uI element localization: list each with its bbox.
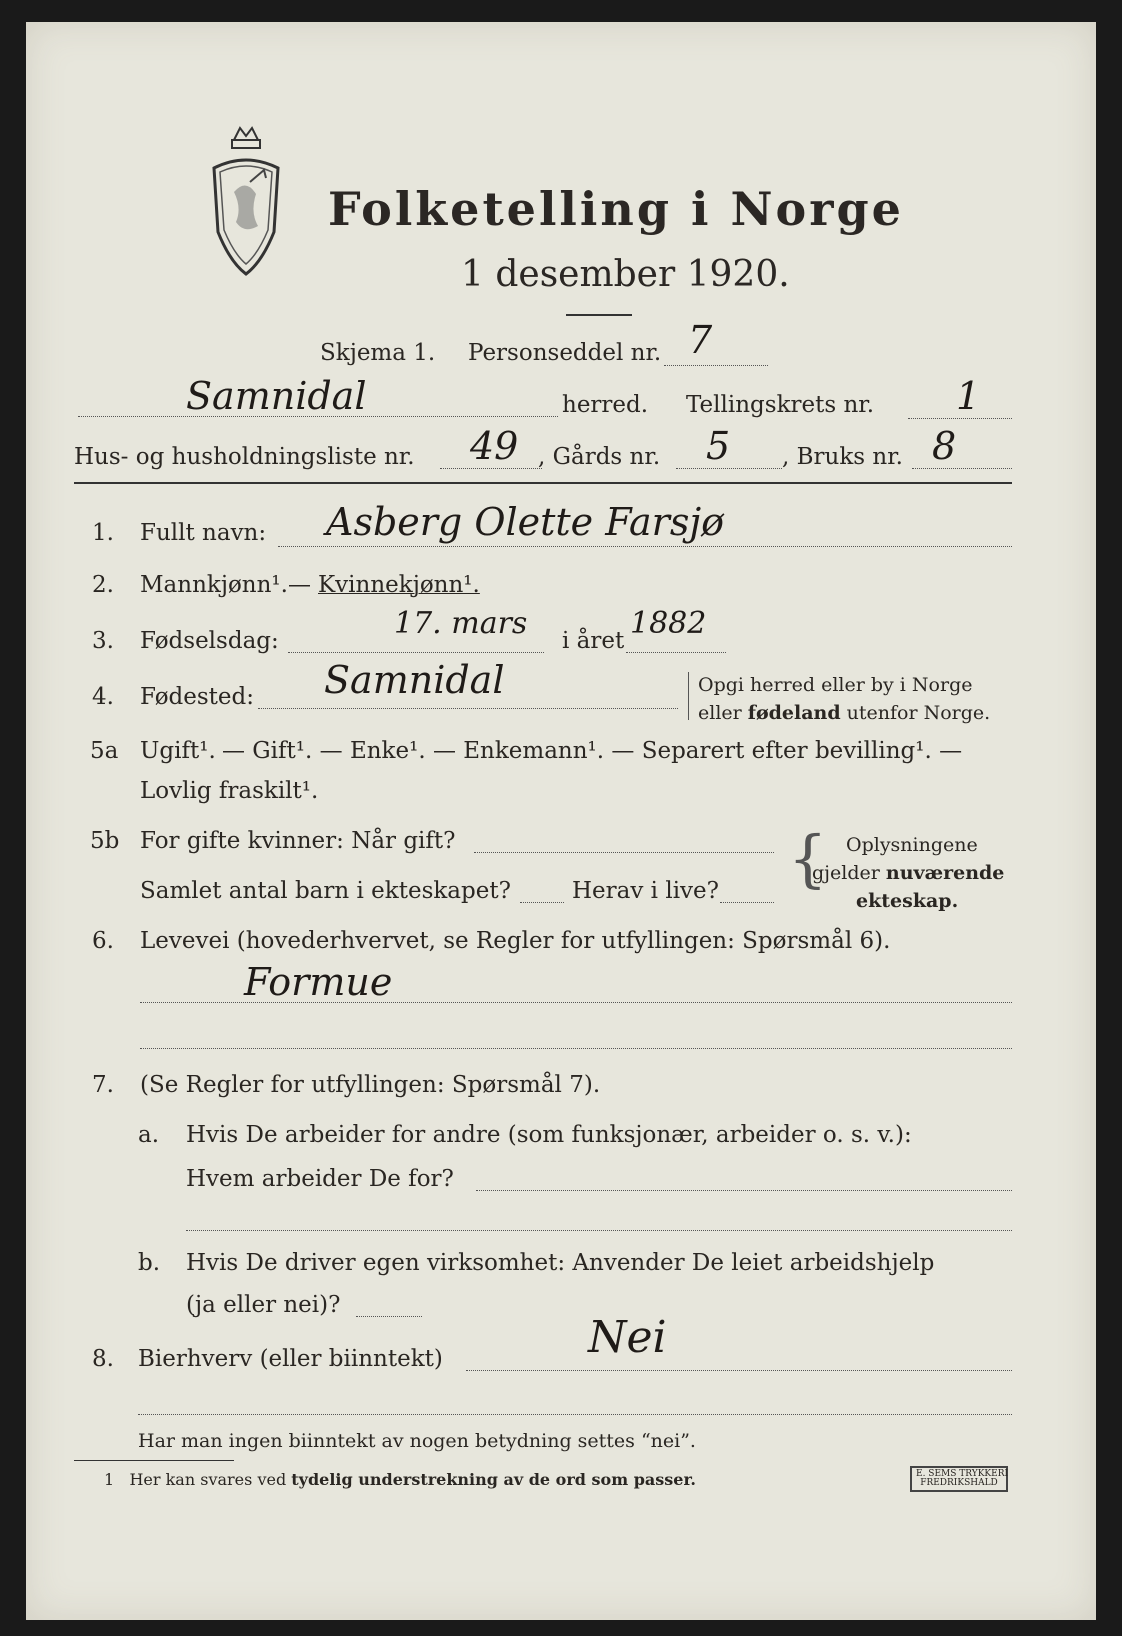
q3-aaret: i året [562,628,625,654]
q5b-label: For gifte kvinner: Når gift? [140,828,456,854]
q5b-herav: Herav i live? [572,878,719,904]
q2-number: 2. [92,572,114,598]
q2-mann[interactable]: Mannkjønn¹. [140,572,288,598]
q7b-text: Hvis De driver egen virksomhet: Anvender De leiet arbeidshjelp [186,1250,935,1276]
q7b-question: (ja eller nei)? [186,1292,341,1318]
q5a-lovlig[interactable]: Lovlig fraskilt¹. [140,778,319,804]
q5b-number: 5b [90,828,120,854]
q1-number: 1. [92,520,114,546]
skjema-label: Skjema 1. [320,340,436,366]
census-date: 1 desember 1920. [461,254,790,295]
q4-note-1: Opgi herred eller by i Norge [698,674,973,696]
q7a-letter: a. [138,1122,160,1148]
q2-sep: — [288,572,311,598]
bruks-label: , Bruks nr. [782,444,903,470]
q7b-letter: b. [138,1250,161,1276]
tellingskrets-value[interactable]: 1 [956,374,981,418]
q3-number: 3. [92,628,114,654]
birthplace-value[interactable]: Samnidal [324,658,505,702]
printer-stamp: E. SEMS TRYKKERI FREDRIKSHALD [910,1466,1008,1492]
hus-value[interactable]: 49 [470,424,519,468]
census-form [26,22,1096,1620]
coat-of-arms-icon [204,122,288,282]
q7a-text: Hvis De arbeider for andre (som funksjonær, arbeider o. s. v.): [186,1122,912,1148]
hus-label: Hus- og husholdningsliste nr. [74,444,415,470]
q6-label: Levevei (hovederhvervet, se Regler for utfyllingen: Spørsmål 6). [140,928,891,954]
bruks-value[interactable]: 8 [932,424,957,468]
q4-label: Fødested: [140,684,255,710]
q5b-note-3: ekteskap. [856,890,959,912]
q5b-note-1: Oplysningene [846,834,978,856]
note-nei: Har man ingen biinntekt av nogen betydning settes “nei”. [138,1430,696,1452]
q3-label: Fødselsdag: [140,628,279,654]
personseddel-value[interactable]: 7 [688,318,713,362]
q8-label: Bierhverv (eller biinntekt) [138,1346,443,1372]
q5a-options[interactable]: — Gift¹. — Enke¹. — Enkemann¹. — Separert efter bevilling¹. — [222,738,963,764]
q8-number: 8. [92,1346,114,1372]
q7-number: 7. [92,1072,114,1098]
birthdate-value[interactable]: 17. mars [394,606,528,641]
brace: { [788,822,828,895]
footnote: 1 Her kan svares ved tydelig understrekning av de ord som passer. [104,1470,696,1489]
occupation-value[interactable]: Formue [244,960,393,1004]
q7-label: (Se Regler for utfyllingen: Spørsmål 7). [140,1072,601,1098]
gards-value[interactable]: 5 [706,424,731,468]
q5a-ugift[interactable]: Ugift¹. [140,738,216,764]
full-name-value[interactable]: Asberg Olette Farsjø [326,500,724,544]
birthyear-value[interactable]: 1882 [630,606,707,641]
personseddel-label: Personseddel nr. [468,340,662,366]
tellingskrets-label: Tellingskrets nr. [686,392,875,418]
form-title: Folketelling i Norge [328,182,904,236]
q5a-number: 5a [90,738,119,764]
q6-number: 6. [92,928,114,954]
q4-note-2: eller fødeland utenfor Norge. [698,702,991,724]
gards-label: , Gårds nr. [538,444,661,470]
q1-label: Fullt navn: [140,520,267,546]
side-income-value[interactable]: Nei [588,1312,667,1363]
q5b-note-2: gjelder nuværende [812,862,1005,884]
q5b-samlet: Samlet antal barn i ekteskapet? [140,878,511,904]
herred-label: herred. [562,392,649,418]
q2-kvinne[interactable]: Kvinnekjønn¹. [318,572,480,598]
herred-value[interactable]: Samnidal [186,374,367,418]
q7a-question: Hvem arbeider De for? [186,1166,454,1192]
q4-number: 4. [92,684,114,710]
